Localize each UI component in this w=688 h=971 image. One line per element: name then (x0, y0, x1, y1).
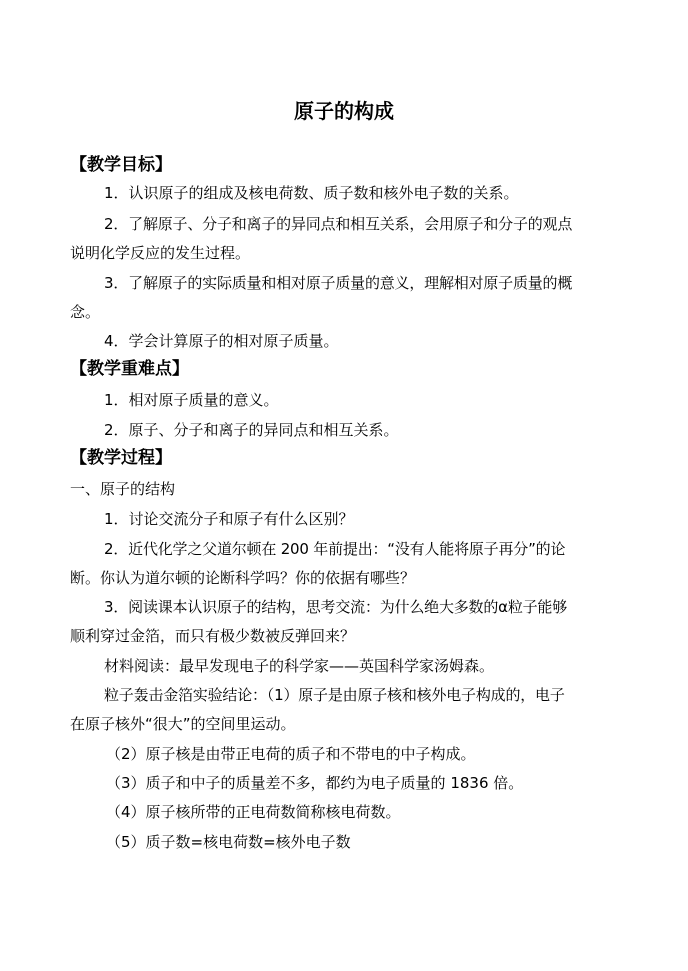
page-title: 原子的构成 (294, 99, 394, 123)
section-heading-teaching-goals: 【教学目标】 (70, 155, 172, 175)
key-item-1: 1．相对原子质量的意义。 (104, 391, 279, 409)
experiment-conclusion-cont: 在原子核外“很大”的空间里运动。 (70, 715, 296, 733)
process-subheading: 一、原子的结构 (70, 480, 176, 498)
process-item-1: 1．讨论交流分子和原子有什么区别？ (104, 510, 354, 528)
process-item-2: 2．近代化学之父道尔顿在 200 年前提出：“没有人能将原子再分”的论 (104, 540, 566, 558)
goal-item-1: 1．认识原子的组成及核电荷数、质子数和核外电子数的关系。 (104, 184, 519, 202)
section-heading-teaching-process: 【教学过程】 (70, 448, 172, 468)
conclusion-item-3: （3）质子和中子的质量差不多，都约为电子质量的 1836 倍。 (106, 774, 524, 792)
goal-item-3-cont: 念。 (70, 303, 101, 321)
process-item-3-cont: 顺利穿过金箔，而只有极少数被反弹回来？ (70, 627, 356, 645)
conclusion-item-4: （4）原子核所带的正电荷数简称核电荷数。 (106, 803, 401, 821)
conclusion-item-2: （2）原子核是由带正电荷的质子和不带电的中子构成。 (106, 745, 476, 763)
conclusion-item-5: （5）质子数=核电荷数=核外电子数 (106, 833, 351, 851)
goal-item-4: 4．学会计算原子的相对原子质量。 (104, 332, 339, 350)
key-item-2: 2．原子、分子和离子的异同点和相互关系。 (104, 421, 399, 439)
goal-item-2: 2．了解原子、分子和离子的异同点和相互关系，会用原子和分子的观点 (104, 215, 573, 233)
process-item-3: 3．阅读课本认识原子的结构，思考交流：为什么绝大多数的α粒子能够 (104, 598, 568, 616)
experiment-conclusion: 粒子轰击金箔实验结论：（1）原子是由原子核和核外电子构成的，电子 (104, 686, 565, 704)
section-heading-key-points: 【教学重难点】 (70, 359, 189, 379)
process-item-2-cont: 断。你认为道尔顿的论断科学吗？你的依据有哪些？ (70, 569, 416, 587)
goal-item-2-cont: 说明化学反应的发生过程。 (70, 244, 251, 262)
goal-item-3: 3．了解原子的实际质量和相对原子质量的意义，理解相对原子质量的概 (104, 274, 573, 292)
material-reading: 材料阅读：最早发现电子的科学家——英国科学家汤姆森。 (104, 657, 495, 675)
